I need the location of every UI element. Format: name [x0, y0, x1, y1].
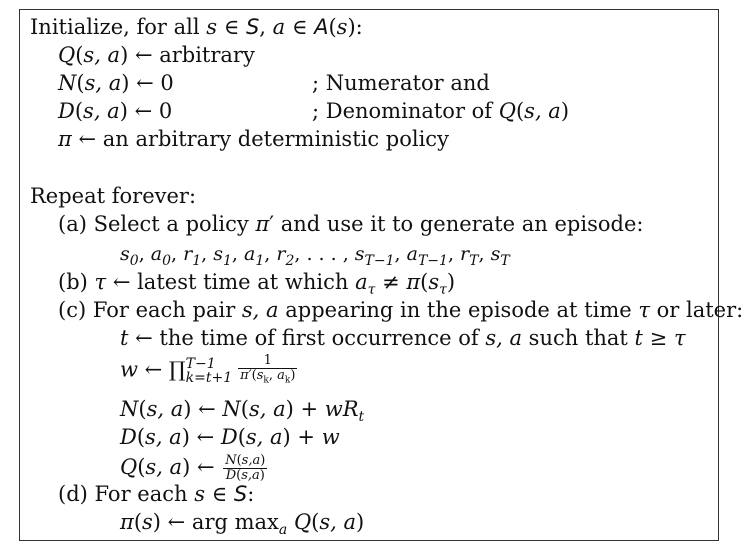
init-pi-line: π ← an arbitrary deterministic policy: [58, 127, 449, 151]
algorithm-box: [19, 9, 743, 541]
repeat-header: Repeat forever:: [30, 184, 197, 208]
step-c-q: Q(s, a) ← $\frac{N(s,a)}{D(s,a)}$: [120, 453, 266, 483]
step-c: (c) For each pair s, a appearing in the episode at time τ or later:: [58, 298, 743, 322]
step-b: (b) τ ← latest time at which $a_\tau \ne \pi(s_\tau)$: [58, 270, 456, 298]
step-c-d: D(s, a) ← D(s, a) + w: [120, 425, 340, 449]
step-c-n: N(s, a) ← N(s, $a) + wR_t$: [120, 397, 365, 425]
init-d-line: D(s, a) ← 0: [58, 99, 173, 123]
step-c-w: w ← ∏ T−1 k=t+1 $\frac{1}{\pi'(s_k, a_k)}$: [120, 353, 296, 386]
step-d-pi: π(s) ← arg $\max_a Q(s$, a): [120, 510, 365, 538]
init-n-line: N(s, a) ← 0: [58, 71, 174, 95]
step-d: (d) For each s ∈ S:: [58, 482, 255, 506]
step-a: (a) Select a policy π′ and use it to generate an episode:: [58, 212, 644, 236]
init-d-comment: ; Denominator of Q(s, a): [312, 99, 570, 123]
step-c-t: t ← the time of first occurrence of s, a such that t ≥ τ: [120, 326, 686, 350]
step-a-episode: $s_0$, $a_0$, $r_1$, $s_1$, $a_1$, $r_2$, . . . , $s_{T-1}$, $a_{T-1}$, $r_T$, $s_T$: [120, 243, 510, 269]
init-q-line: Q(s, a) ← arbitrary: [58, 43, 255, 67]
init-n-comment: ; Numerator and: [312, 71, 490, 95]
init-header: Initialize, for all s ∈ S, a ∈ A(s):: [30, 15, 363, 39]
